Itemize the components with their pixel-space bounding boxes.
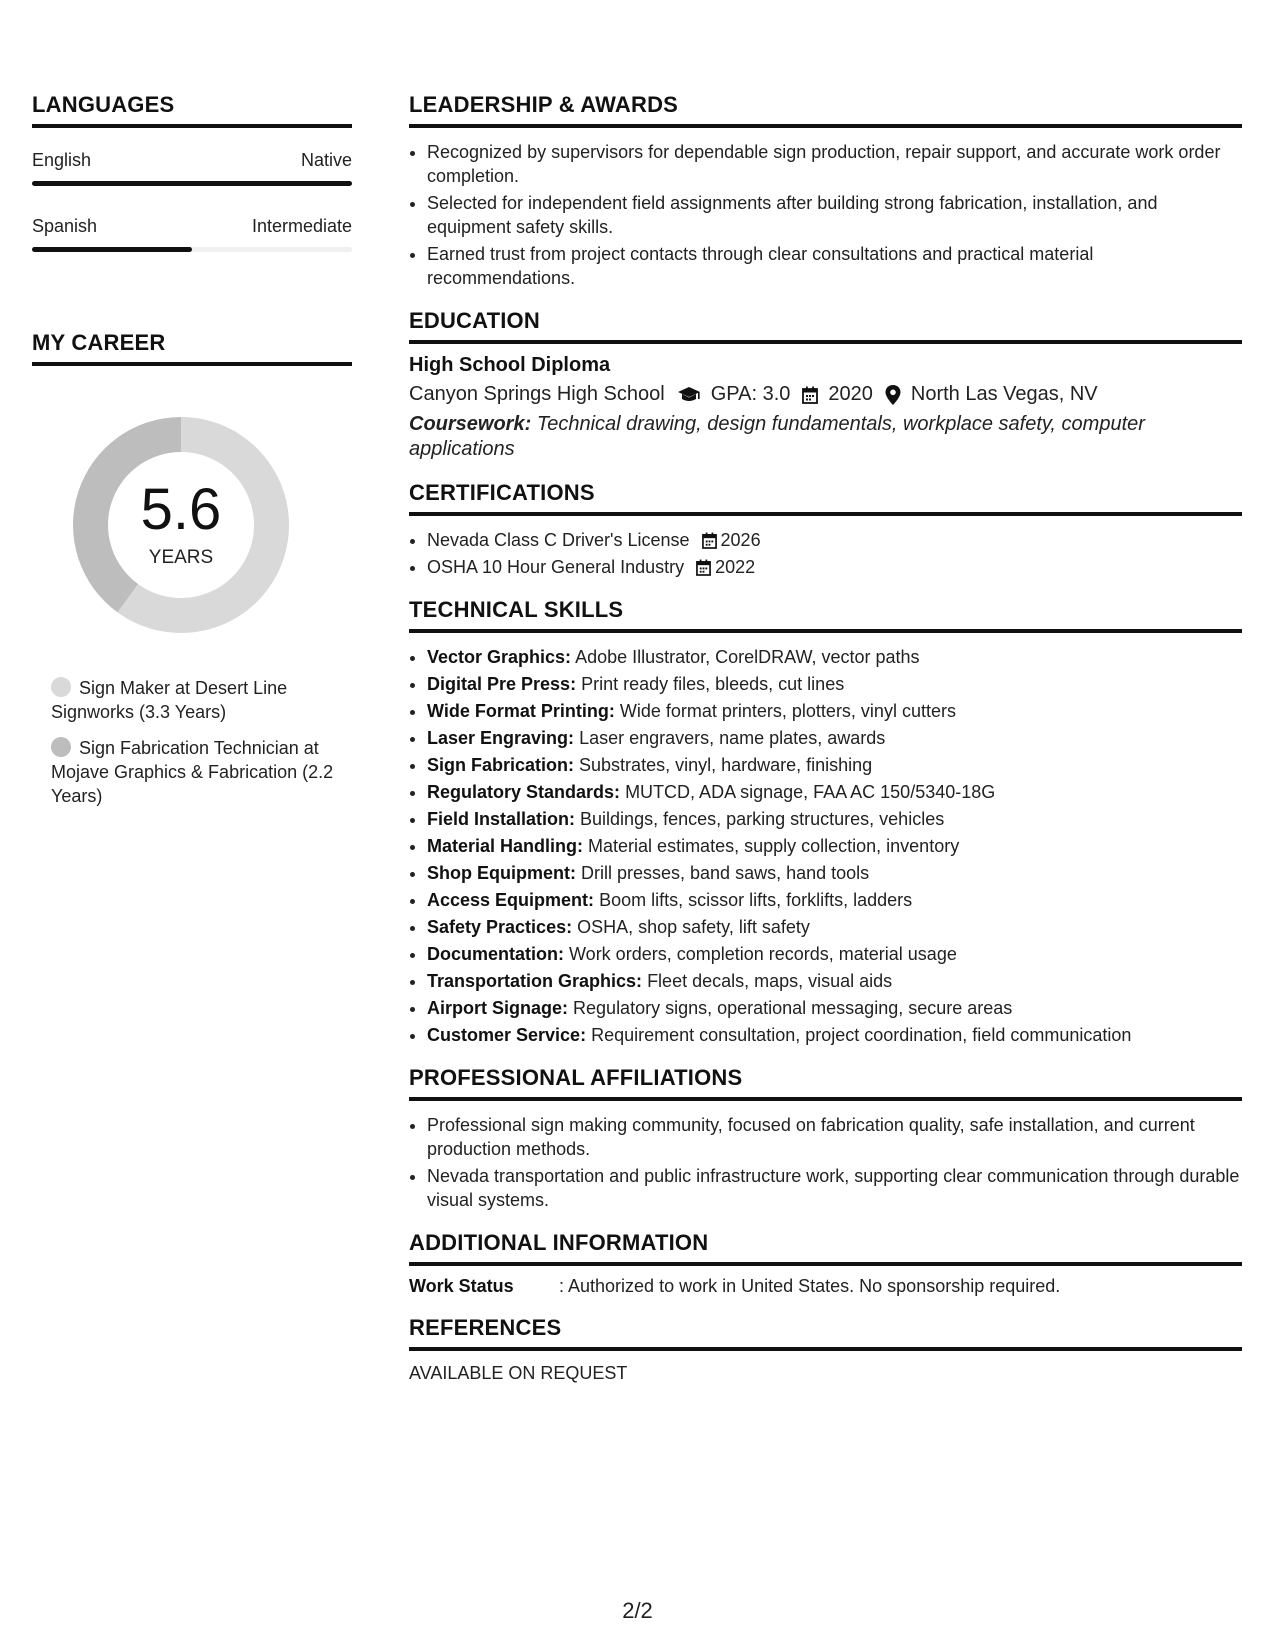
skill-name: Material Handling:: [427, 836, 584, 856]
skill-item: [427, 1023, 1242, 1047]
skill-name: Laser Engraving:: [427, 728, 575, 748]
skill-description: MUTCD, ADA signage, FAA AC 150/5340-18G: [625, 782, 996, 802]
education-section: [409, 308, 1242, 462]
leadership-title: LEADERSHIP & AWARDS: [409, 92, 1242, 128]
skill-name: Customer Service:: [427, 1025, 587, 1045]
language-proficiency-fill: [32, 247, 192, 252]
affiliations-list: [409, 1113, 1242, 1212]
education-coursework: [409, 412, 1242, 462]
list-item: [427, 528, 1242, 552]
skill-description: Buildings, fences, parking structures, vehicles: [580, 809, 945, 829]
certifications-list: [409, 528, 1242, 579]
skill-name: Shop Equipment:: [427, 863, 576, 883]
education-degree: High School Diploma: [409, 354, 611, 376]
skill-description: Regulatory signs, operational messaging, secure areas: [573, 998, 1013, 1018]
work-status-row: [409, 1276, 1242, 1297]
leadership-section: [409, 92, 1242, 290]
references-section: [409, 1315, 1242, 1384]
references-title: REFERENCES: [409, 1315, 1242, 1351]
skill-item: [427, 807, 1242, 831]
page-number: 2/2: [622, 1598, 653, 1623]
language-proficiency-fill: [32, 181, 352, 186]
certification-year: 2026: [720, 530, 761, 550]
skill-name: Vector Graphics:: [427, 647, 572, 667]
career-title: MY CAREER: [32, 330, 352, 366]
skill-name: Safety Practices:: [427, 917, 573, 937]
language-name: English: [32, 150, 92, 170]
skill-item: [427, 942, 1242, 966]
skill-description: Print ready files, bleeds, cut lines: [581, 674, 845, 694]
skill-description: Wide format printers, plotters, vinyl cutters: [619, 701, 956, 721]
skill-description: Work orders, completion records, material usage: [569, 944, 957, 964]
certifications-section: [409, 480, 1242, 579]
leadership-list: [409, 140, 1242, 290]
additional-info-section: [409, 1230, 1242, 1297]
career-legend-label: Sign Fabrication Technician at Mojave Graphics & Fabrication (2.2 Years): [51, 738, 334, 806]
calendar-icon: [702, 532, 717, 549]
legend-dot-icon: [51, 677, 71, 697]
skill-name: Sign Fabrication:: [427, 755, 575, 775]
career-legend-item: [51, 736, 352, 808]
additional-info-title: ADDITIONAL INFORMATION: [409, 1230, 1242, 1266]
skill-item: [427, 780, 1242, 804]
skill-name: Regulatory Standards:: [427, 782, 621, 802]
education-gpa: GPA: 3.0: [710, 383, 791, 405]
skill-item: [427, 672, 1242, 696]
languages-section: [32, 92, 352, 252]
skill-item: [427, 726, 1242, 750]
coursework-text: Technical drawing, design fundamentals, workplace safety, computer applications: [409, 413, 1145, 460]
list-item: • Professional sign making community, focused on fabrication quality, safe installation, and current production methods.: [427, 1113, 1242, 1161]
skill-name: Field Installation:: [427, 809, 576, 829]
language-name: Spanish: [32, 216, 98, 236]
list-item: [427, 555, 1242, 579]
list-item: • Earned trust from project contacts through clear consultations and practical material recommendations.: [427, 242, 1242, 290]
language-level: Native: [300, 150, 352, 170]
skill-description: Substrates, vinyl, hardware, finishing: [579, 755, 873, 775]
left-column: [32, 92, 352, 826]
skill-description: OSHA, shop safety, lift safety: [577, 917, 810, 937]
skills-list: [409, 645, 1242, 1047]
right-column: [409, 92, 1242, 1402]
skill-item: [427, 753, 1242, 777]
skill-item: [427, 861, 1242, 885]
certification-year: 2022: [715, 557, 756, 577]
language-level: Intermediate: [251, 216, 352, 236]
career-donut-chart: [66, 410, 296, 640]
legend-dot-icon: [51, 737, 71, 757]
skill-item: [427, 699, 1242, 723]
skill-description: Adobe Illustrator, CorelDRAW, vector paths: [575, 647, 920, 667]
coursework-label: Coursework:: [409, 413, 532, 435]
career-legend: [51, 676, 352, 808]
skill-description: Requirement consultation, project coordination, field communication: [591, 1025, 1132, 1045]
skill-description: Laser engravers, name plates, awards: [579, 728, 886, 748]
skill-name: Documentation:: [427, 944, 564, 964]
affiliations-title: PROFESSIONAL AFFILIATIONS: [409, 1065, 1242, 1101]
affiliations-section: [409, 1065, 1242, 1212]
skill-description: Fleet decals, maps, visual aids: [647, 971, 893, 991]
calendar-icon: [802, 386, 818, 404]
skills-title: TECHNICAL SKILLS: [409, 597, 1242, 633]
skill-description: Boom lifts, scissor lifts, forklifts, ladders: [599, 890, 913, 910]
education-location: North Las Vegas, NV: [910, 383, 1098, 405]
education-details: [409, 383, 1242, 406]
list-item: • Recognized by supervisors for dependable sign production, repair support, and accurate work order completion.: [427, 140, 1242, 188]
calendar-icon: [696, 559, 711, 576]
skill-item: [427, 915, 1242, 939]
skill-item: [427, 996, 1242, 1020]
language-proficiency-bar: [32, 247, 352, 252]
education-year: 2020: [828, 383, 873, 405]
list-item: • Selected for independent field assignments after building strong fabrication, installation, and equipment safety skills.: [427, 191, 1242, 239]
career-legend-item: [51, 676, 352, 724]
skill-name: Transportation Graphics:: [427, 971, 643, 991]
graduation-cap-icon: [677, 386, 701, 404]
skill-description: Drill presses, band saws, hand tools: [581, 863, 870, 883]
career-total-value: 5.6: [140, 477, 222, 542]
career-legend-label: Sign Maker at Desert Line Signworks (3.3 Years): [51, 678, 288, 722]
education-school: Canyon Springs High School: [409, 383, 665, 405]
education-title: EDUCATION: [409, 308, 1242, 344]
work-status-value: : Authorized to work in United States. No sponsorship required.: [559, 1276, 1061, 1296]
skill-item: [427, 969, 1242, 993]
language-item-english: [32, 150, 352, 186]
list-item: • Nevada transportation and public infrastructure work, supporting clear communication through durable visual systems.: [427, 1164, 1242, 1212]
language-proficiency-bar: [32, 181, 352, 186]
language-item-spanish: [32, 216, 352, 252]
skill-item: [427, 645, 1242, 669]
location-pin-icon: [885, 385, 901, 405]
skill-name: Digital Pre Press:: [427, 674, 577, 694]
career-section: [32, 330, 352, 808]
skill-item: [427, 888, 1242, 912]
references-text: AVAILABLE ON REQUEST: [409, 1363, 628, 1383]
career-total-unit: YEARS: [148, 547, 214, 568]
skill-description: Material estimates, supply collection, inventory: [588, 836, 960, 856]
skill-name: Access Equipment:: [427, 890, 595, 910]
skill-name: Wide Format Printing:: [427, 701, 615, 721]
skill-item: [427, 834, 1242, 858]
work-status-label: Work Status: [409, 1276, 514, 1296]
skill-name: Airport Signage:: [427, 998, 569, 1018]
languages-title: LANGUAGES: [32, 92, 352, 128]
certifications-title: CERTIFICATIONS: [409, 480, 1242, 516]
skills-section: [409, 597, 1242, 1047]
certification-name: • OSHA 10 Hour General Industry: [427, 557, 685, 577]
certification-name: • Nevada Class C Driver's License: [427, 530, 690, 550]
